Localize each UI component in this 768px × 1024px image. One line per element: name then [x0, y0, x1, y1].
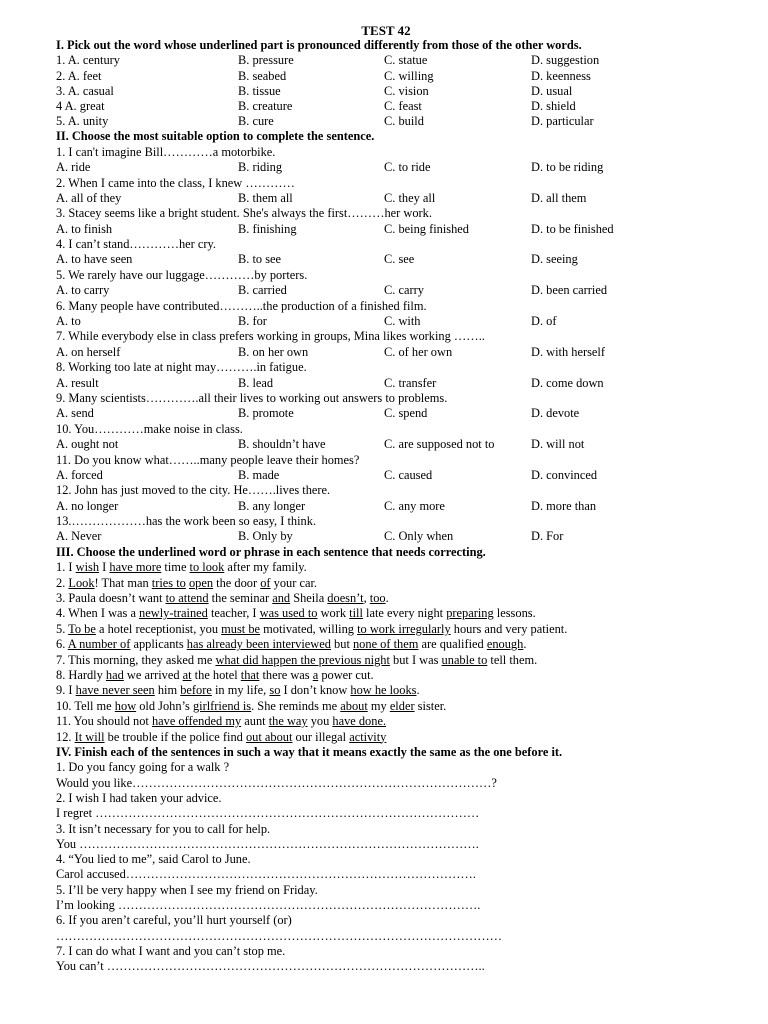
rewrite-line: 7. I can do what I want and you can’t stop me.: [56, 943, 286, 958]
sentence: [56, 591, 716, 606]
sentence: [56, 730, 716, 745]
sentence: [56, 699, 716, 714]
option: D. suggestion: [531, 53, 600, 68]
section-3-sentences: [56, 560, 716, 745]
option-row: [56, 283, 716, 298]
rewrite-line: You can’t ………………………………………………………………………………..: [56, 959, 485, 974]
underlined-segment: till: [349, 606, 363, 621]
question-text: 4. I can’t stand…………her cry.: [56, 237, 217, 252]
option: D. all them: [531, 190, 587, 205]
section-1: [56, 38, 716, 129]
option: C. carry: [384, 283, 424, 298]
option: C. build: [384, 114, 424, 129]
question-text: 11. Do you know what……..many people leave their homes?: [56, 452, 360, 467]
option: A. all of they: [56, 190, 122, 205]
underlined-segment: To be: [68, 621, 96, 636]
test-page: [56, 23, 716, 975]
option: D. come down: [531, 375, 604, 390]
text-segment: 4. When I was a: [56, 606, 140, 621]
section-2: [56, 129, 716, 545]
option-row: [56, 252, 716, 267]
option: C. spend: [384, 406, 428, 421]
text-segment: applicants: [130, 637, 187, 652]
option: D. For: [531, 529, 564, 544]
option: D. to be riding: [531, 160, 604, 175]
rewrite-line: 1. Do you fancy going for a walk ?: [56, 760, 230, 775]
text-segment: after my family.: [224, 560, 307, 575]
underlined-segment: to work irregularly: [357, 621, 451, 636]
rewrite-line: I’m looking …………………………………………………………………………….: [56, 898, 481, 913]
option-row: [56, 314, 716, 329]
section-4: [56, 745, 716, 975]
option: C. feast: [384, 98, 422, 113]
text-segment: the door: [213, 575, 261, 590]
text-segment: tell them.: [487, 652, 538, 667]
option: C. caused: [384, 467, 433, 482]
text-segment: 10. Tell me: [56, 698, 115, 713]
test-title: TEST 42: [361, 23, 411, 38]
option: B. riding: [238, 160, 283, 175]
option-row: [56, 160, 716, 175]
option: B. to see: [238, 252, 282, 267]
section-3-heading: III. Choose the underlined word or phrase in each sentence that needs correcting.: [56, 544, 486, 559]
underlined-segment: was used to: [259, 606, 318, 621]
text-segment: lessons.: [493, 606, 536, 621]
option: A. ought not: [56, 437, 119, 452]
option: A. result: [56, 375, 99, 390]
sentence: [56, 560, 716, 575]
underlined-segment: elder: [389, 698, 415, 713]
text-segment: power cut.: [318, 668, 374, 682]
underlined-segment: none of them: [352, 637, 419, 652]
option: A. to carry: [56, 283, 110, 298]
text-segment: ,: [363, 591, 370, 606]
option: C. see: [384, 252, 415, 267]
text-segment: .: [416, 683, 420, 698]
underlined-segment: open: [188, 575, 214, 590]
question-text: 9. Many scientists………….all their lives to working out answers to problems.: [56, 390, 448, 405]
rewrite-line: 5. I’ll be very happy when I see my friend on Friday.: [56, 882, 318, 897]
sentence: [56, 653, 716, 668]
text-segment: we arrived: [123, 668, 183, 682]
option: A. send: [56, 406, 94, 421]
option-row: [56, 499, 716, 514]
section-4-heading: IV. Finish each of the sentences in such a way that it means exactly the same as the one before it.: [56, 744, 563, 759]
option-row: [56, 191, 716, 206]
text-segment: are qualified: [418, 637, 487, 652]
underlined-segment: doesn’t: [327, 591, 364, 606]
sentence: [56, 683, 716, 698]
text-segment: 9. I: [56, 683, 76, 698]
option: D. devote: [531, 406, 580, 421]
text-segment: 2.: [56, 575, 69, 590]
section-1-rows: [56, 53, 716, 129]
underlined-segment: to look: [189, 560, 225, 575]
underlined-segment: out about: [245, 729, 293, 744]
option: D. shield: [531, 98, 576, 113]
text-segment: there was: [259, 668, 313, 682]
underlined-segment: what did happen the previous night: [215, 652, 390, 667]
question-text: 2. When I came into the class, I knew …………: [56, 175, 295, 190]
option: B. Only by: [238, 529, 293, 544]
option: B. promote: [238, 406, 294, 421]
underlined-segment: too: [369, 591, 386, 606]
text-segment: your car.: [270, 575, 317, 590]
option: C. being finished: [384, 221, 470, 236]
option: A. to have seen: [56, 252, 133, 267]
text-segment: but: [330, 637, 353, 652]
option: C. are supposed not to: [384, 437, 495, 452]
text-segment: the hotel: [191, 668, 241, 682]
option: C. any more: [384, 498, 445, 513]
section-2-heading: II. Choose the most suitable option to complete the sentence.: [56, 129, 375, 144]
text-segment: 1. I: [56, 560, 76, 575]
underlined-segment: has already been interviewed: [186, 637, 331, 652]
option: B. carried: [238, 283, 287, 298]
text-segment: aunt: [241, 714, 269, 729]
option: B. shouldn’t have: [238, 437, 326, 452]
option: B. made: [238, 467, 280, 482]
rewrite-line: Carol accused………………………………………………………………………….: [56, 867, 476, 882]
underlined-segment: must be: [221, 621, 261, 636]
option: B. finishing: [238, 221, 297, 236]
option: B. on her own: [238, 344, 309, 359]
text-segment: be trouble if the police find: [104, 729, 246, 744]
sentence: [56, 714, 716, 729]
question-text: 13.………………has the work been so easy, I think.: [56, 514, 317, 529]
text-segment: 5.: [56, 621, 69, 636]
underlined-segment: at: [182, 668, 192, 682]
option: D. convinced: [531, 467, 598, 482]
rewrite-line: 6. If you aren’t careful, you’ll hurt yourself (or): [56, 913, 292, 928]
question-text: 6. Many people have contributed………..the production of a finished film.: [56, 298, 427, 313]
underlined-segment: to attend: [165, 591, 209, 606]
underlined-segment: had: [105, 668, 124, 682]
underlined-segment: newly-trained: [139, 606, 208, 621]
option: C. to ride: [384, 160, 431, 175]
option: B. tissue: [238, 83, 281, 98]
option-row: [56, 99, 716, 114]
underlined-segment: the way: [268, 714, 308, 729]
text-segment: but I was: [389, 652, 442, 667]
option: D. keenness: [531, 68, 591, 83]
text-segment: work: [317, 606, 350, 621]
section-1-heading: I. Pick out the word whose underlined part is pronounced differently from those of the other words.: [56, 38, 582, 52]
question-text: 8. Working too late at night may……….in fatigue.: [56, 360, 307, 375]
question-text: 12. John has just moved to the city. He…….lives there.: [56, 483, 331, 498]
sentence: [56, 576, 716, 591]
option: A. on herself: [56, 344, 121, 359]
underlined-segment: have more: [109, 560, 162, 575]
option: A. Never: [56, 529, 102, 544]
question-text: 1. I can't imagine Bill…………a motorbike.: [56, 144, 276, 159]
option-row: [56, 84, 716, 99]
section-2-questions: [56, 145, 716, 545]
text-segment: my: [367, 698, 390, 713]
underlined-segment: a: [312, 668, 319, 682]
option: B. cure: [238, 114, 274, 129]
option: D. been carried: [531, 283, 608, 298]
underlined-segment: have done.: [332, 714, 387, 729]
text-segment: . She reminds me: [251, 698, 341, 713]
option: C. transfer: [384, 375, 437, 390]
option-row: [56, 437, 716, 452]
option: C. willing: [384, 68, 434, 83]
question-text: 3. Stacey seems like a bright student. She's always the first………her work.: [56, 206, 432, 221]
underlined-segment: preparing: [446, 606, 494, 621]
text-segment: ! That man: [94, 575, 152, 590]
underlined-segment: Look: [68, 575, 95, 590]
text-segment: hours and very patient.: [450, 621, 568, 636]
option: C. Only when: [384, 529, 454, 544]
option: A. forced: [56, 467, 103, 482]
text-segment: you: [307, 714, 333, 729]
text-segment: .: [385, 591, 389, 606]
question-text: 7. While everybody else in class prefers working in groups, Mina likes working ……..: [56, 329, 485, 344]
underlined-segment: that: [240, 668, 260, 682]
underlined-segment: tries to: [151, 575, 186, 590]
underlined-segment: wish: [75, 560, 100, 575]
underlined-segment: and: [272, 591, 291, 606]
text-segment: old John’s: [136, 698, 193, 713]
option: B. lead: [238, 375, 274, 390]
option: C. vision: [384, 83, 429, 98]
option: D. of: [531, 314, 557, 329]
option: A. no longer: [56, 498, 119, 513]
option-row: [56, 69, 716, 84]
rewrite-line: ………………………………………………………………………………………………: [56, 928, 503, 943]
option: 3. A. casual: [56, 83, 114, 98]
option-row: [56, 222, 716, 237]
text-segment: motivated, willing: [260, 621, 358, 636]
text-segment: I don’t know: [280, 683, 351, 698]
option: D. seeing: [531, 252, 578, 267]
underlined-segment: enough: [486, 637, 524, 652]
option-row: [56, 406, 716, 421]
option: A. ride: [56, 160, 91, 175]
underlined-segment: girlfriend is: [192, 698, 252, 713]
underlined-segment: unable to: [441, 652, 488, 667]
section-4-lines: [56, 760, 716, 974]
question-text: 10. You…………make noise in class.: [56, 421, 243, 436]
option: D. particular: [531, 114, 594, 129]
option: B. pressure: [238, 53, 294, 68]
underlined-segment: It will: [74, 729, 105, 744]
option: 4 A. great: [56, 98, 105, 113]
sentence: [56, 637, 716, 652]
underlined-segment: have offended my: [151, 714, 242, 729]
underlined-segment: how: [114, 698, 137, 713]
sentence: [56, 606, 716, 621]
text-segment: .: [523, 637, 527, 652]
text-segment: the seminar: [208, 591, 273, 606]
option: A. to: [56, 314, 81, 329]
text-segment: 11. You should not: [56, 714, 152, 729]
option: 1. A. century: [56, 53, 121, 68]
text-segment: in my life,: [211, 683, 270, 698]
option: D. will not: [531, 437, 585, 452]
option: D. usual: [531, 83, 573, 98]
underlined-segment: have never seen: [75, 683, 155, 698]
rewrite-line: 2. I wish I had taken your advice.: [56, 790, 222, 805]
text-segment: teacher, I: [207, 606, 260, 621]
text-segment: 3. Paula doesn’t want: [56, 591, 166, 606]
option-row: [56, 376, 716, 391]
underlined-segment: A number of: [67, 637, 131, 652]
text-segment: a hotel receptionist, you: [95, 621, 222, 636]
rewrite-line: 3. It isn’t necessary for you to call for help.: [56, 821, 271, 836]
option: A. to finish: [56, 221, 113, 236]
option-row: [56, 529, 716, 544]
underlined-segment: before: [180, 683, 212, 698]
underlined-segment: of: [260, 575, 271, 590]
underlined-segment: how he looks: [350, 683, 417, 698]
rewrite-line: You …………………………………………………………………………………….: [56, 836, 479, 851]
text-segment: I: [99, 560, 110, 575]
option: C. of her own: [384, 344, 453, 359]
option: C. statue: [384, 53, 428, 68]
option: B. any longer: [238, 498, 306, 513]
option-row: [56, 345, 716, 360]
option-row: [56, 468, 716, 483]
option: C. with: [384, 314, 421, 329]
rewrite-line: 4. “You lied to me”, said Carol to June.: [56, 852, 251, 867]
text-segment: 8. Hardly: [56, 668, 106, 682]
option: 2. A. feet: [56, 68, 102, 83]
option-row: [56, 53, 716, 68]
underlined-segment: so: [269, 683, 281, 698]
option: B. them all: [238, 190, 293, 205]
option: B. seabed: [238, 68, 287, 83]
text-segment: him: [154, 683, 181, 698]
sentence: [56, 622, 716, 637]
text-segment: 6.: [56, 637, 68, 652]
text-segment: sister.: [414, 698, 447, 713]
option: D. more than: [531, 498, 597, 513]
text-segment: Sheila: [290, 591, 328, 606]
option: B. for: [238, 314, 267, 329]
option: B. creature: [238, 98, 293, 113]
section-3: [56, 545, 716, 745]
underlined-segment: activity: [349, 729, 387, 744]
underlined-segment: about: [340, 698, 368, 713]
rewrite-line: I regret …………………………………………………………………………………: [56, 806, 480, 821]
option: C. they all: [384, 190, 436, 205]
option: 5. A. unity: [56, 114, 109, 129]
option-row: [56, 114, 716, 129]
text-segment: 12.: [56, 729, 75, 744]
text-segment: 7. This morning, they asked me: [56, 652, 216, 667]
question-text: 5. We rarely have our luggage…………by porters.: [56, 267, 308, 282]
sentence: [56, 668, 716, 683]
rewrite-line: Would you like……………………………………………………………………………?: [56, 775, 497, 790]
option: D. to be finished: [531, 221, 614, 236]
text-segment: our illegal: [292, 729, 350, 744]
text-segment: time: [161, 560, 190, 575]
option: D. with herself: [531, 344, 605, 359]
text-segment: late every night: [362, 606, 447, 621]
